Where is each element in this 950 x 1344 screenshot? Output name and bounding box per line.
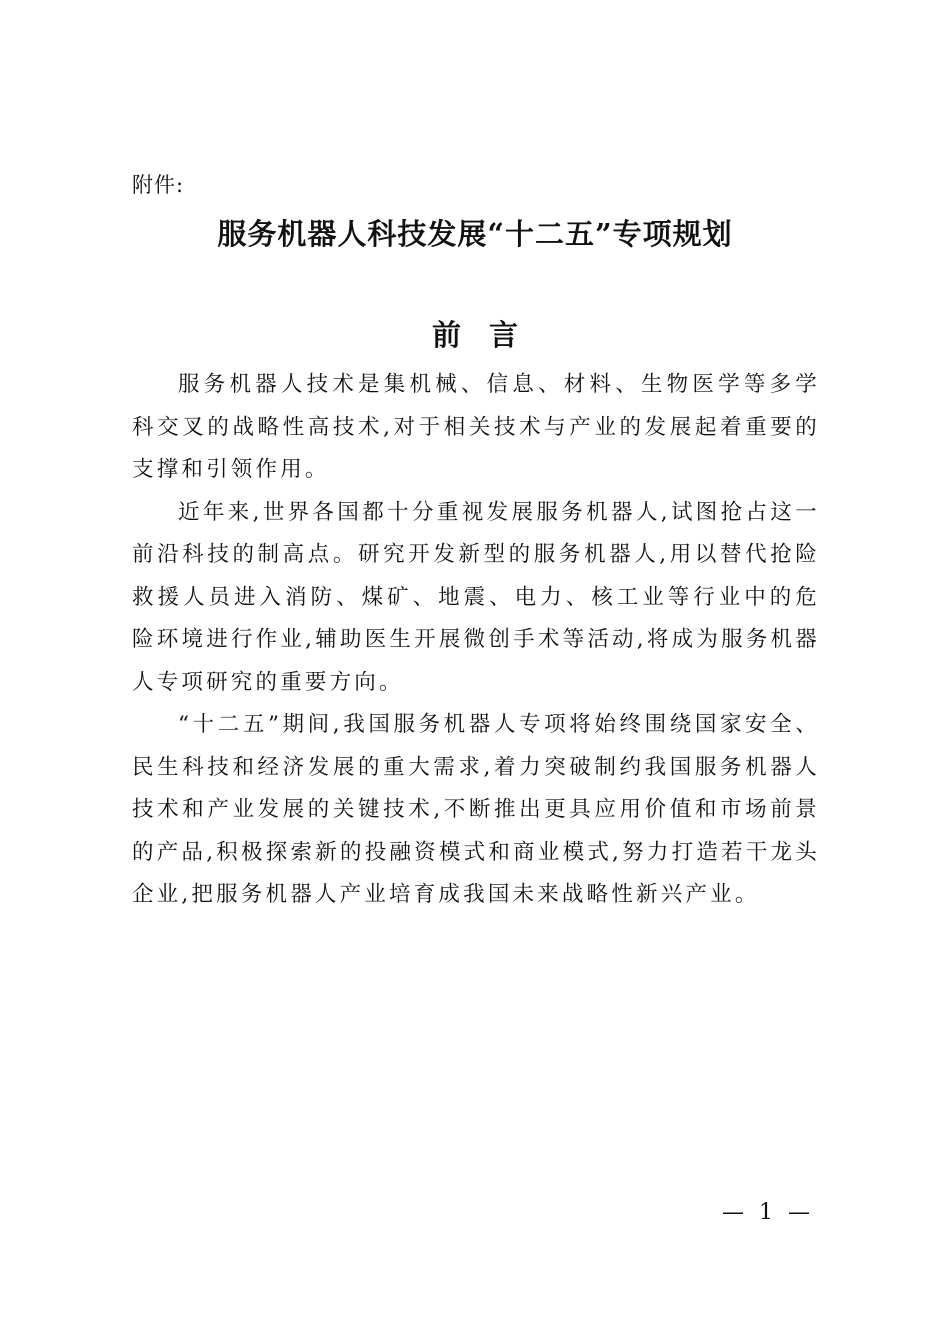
page-number: — 1 — xyxy=(722,1200,814,1225)
document-title: 服务机器人科技发展“十二五”专项规划 xyxy=(217,217,733,251)
section-heading: 前言 xyxy=(431,318,546,352)
paragraph-1: 服务机器人技术是集机械、信息、材料、生物医学等多学科交叉的战略性高技术,对于相关技术与产业的发展起着重要的支撑和引领作用。 xyxy=(132,372,820,482)
paragraph-2: 近年来,世界各国都十分重视发展服务机器人,试图抢占这一前沿科技的制高点。研究开发新型的服务机器人,用以替代抢险救援人员进入消防、煤矿、地震、电力、核工业等行业中的危险环境进行作业,辅助医生开展微创手术等活动,将成为服务机器人专项研究的重要方向。 xyxy=(132,499,820,695)
attachment-label: 附件: xyxy=(132,173,185,197)
paragraph-3: “十二五”期间,我国服务机器人专项将始终围绕国家安全、民生科技和经济发展的重大需求,着力突破制约我国服务机器人技术和产业发展的关键技术,不断推出更具应用价值和市场前景的产品,积极探索新的投融资模式和商业模式,努力打造若干龙头企业,把服务机器人产业培育成我国未来战略性新兴产业。 xyxy=(132,712,820,907)
body-text xyxy=(132,364,820,917)
